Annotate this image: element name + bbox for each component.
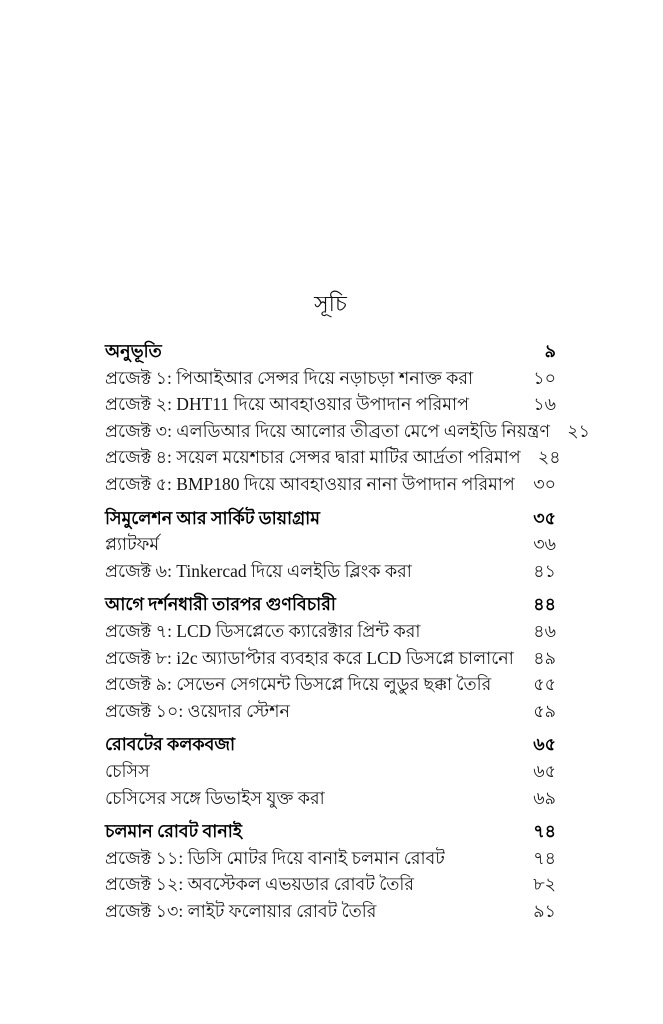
toc-entry-label: প্রজেক্ট ৪: সয়েল ময়েশচার সেন্সর দ্বারা মাটির আর্দ্রতা পরিমাপ: [105, 447, 521, 468]
toc-entry-page-number: ৬৫: [533, 760, 556, 781]
toc-entry-page-number: ৭৪: [533, 821, 556, 842]
toc-entry-label: সিমুলেশন আর সার্কিট ডায়াগ্রাম: [105, 507, 320, 528]
toc-entry-page-number: ৫৫: [533, 674, 556, 695]
toc-entry-page-number: ৩৫: [533, 507, 556, 528]
toc-entry-page-number: ৯: [544, 341, 556, 361]
toc-entry: [105, 845, 556, 872]
toc-entry-label: প্রজেক্ট ৮: i2c অ্যাডাপ্টার ব্যবহার করে LCD ডিসপ্লে চালানো: [105, 647, 514, 668]
toc-entry-label: প্রজেক্ট ১১: ডিসি মোটর দিয়ে বানাই চলমান রোবট: [105, 847, 445, 868]
toc-entry-page-number: ৪৯: [533, 647, 556, 668]
page-title: সূচি: [314, 291, 347, 316]
toc-entry-label: প্রজেক্ট ৬: Tinkercad দিয়ে এলইডি ব্লিংক করা: [105, 560, 412, 581]
toc-entry: [105, 558, 556, 585]
toc-entry-label: চলমান রোবট বানাই: [105, 821, 242, 842]
toc-entry: [105, 531, 556, 558]
toc-entry: [105, 391, 556, 418]
toc-entry-label: প্রজেক্ট ২: DHT11 দিয়ে আবহাওয়ার উপাদান পরিমাপ: [105, 394, 469, 415]
toc-entry: [105, 698, 556, 725]
toc-entry-label: অনুভূতি: [105, 341, 162, 361]
toc-entry-label: প্রজেক্ট ১০: ওয়েদার স্টেশন: [105, 700, 290, 721]
toc-entry-label: রোবটের কলকবজা: [105, 734, 236, 755]
toc-entry: [105, 785, 556, 812]
toc-entry-page-number: ৫৯: [533, 700, 556, 721]
toc-entry-label: চেসিসের সঙ্গে ডিভাইস যুক্ত করা: [105, 787, 325, 808]
toc-entry-page-number: ২৪: [537, 447, 561, 468]
toc-entry-label: চেসিস: [105, 760, 150, 781]
toc-entry-label: আগে দর্শনধারী তারপর গুণবিচারী: [105, 594, 336, 615]
toc-entry-page-number: ৪১: [533, 560, 556, 581]
toc-entry: [105, 671, 556, 698]
toc-entry-page-number: ৬৯: [533, 787, 556, 808]
toc-entry-page-number: ৮২: [533, 874, 556, 895]
toc-entry-label: প্রজেক্ট ১৩: লাইট ফলোয়ার রোবট তৈরি: [105, 900, 377, 921]
toc-entry-page-number: ২১: [567, 420, 590, 441]
toc-entry-page-number: ৩৬: [533, 534, 556, 555]
toc-entry-label: প্রজেক্ট ১: পিআইআর সেন্সর দিয়ে নড়াচড়া শনাক্ত করা: [105, 367, 474, 388]
toc-entry-label: প্রজেক্ট ৭: LCD ডিসপ্লেতে ক্যারেক্টার প্রিন্ট করা: [105, 620, 421, 641]
toc-content: [105, 0, 590, 924]
toc-entry: [105, 871, 556, 898]
toc-entry: [105, 365, 556, 392]
table-of-contents: [105, 338, 590, 924]
toc-entry-label: প্রজেক্ট ৫: BMP180 দিয়ে আবহাওয়ার নানা উপাদান পরিমাপ: [105, 473, 515, 494]
toc-entry-page-number: ৬৫: [533, 734, 556, 755]
toc-entry-label: প্রজেক্ট ৯: সেভেন সেগমেন্ট ডিসপ্লে দিয়ে লুডুর ছক্কা তৈরি: [105, 674, 492, 695]
toc-entry-page-number: ৪৪: [533, 594, 556, 615]
toc-entry-label: প্রজেক্ট ১২: অবস্টেকল এভয়ডার রোবট তৈরি: [105, 874, 415, 895]
toc-entry: [105, 418, 590, 445]
toc-entry-page-number: ১৬: [533, 394, 556, 415]
toc-section-heading: [105, 591, 556, 618]
toc-entry: [105, 645, 556, 672]
toc-entry-page-number: ৩০: [533, 473, 556, 494]
toc-entry-label: প্ল্যাটফর্ম: [105, 534, 160, 555]
toc-entry-page-number: ১০: [533, 367, 556, 388]
toc-section-heading: [105, 818, 556, 845]
toc-entry: [105, 471, 556, 498]
toc-section-heading: [105, 505, 556, 532]
toc-entry: [105, 758, 556, 785]
toc-entry: [105, 898, 556, 925]
toc-entry: [105, 618, 556, 645]
toc-entry-page-number: ৯১: [533, 900, 556, 921]
toc-entry-page-number: ৪৬: [533, 620, 556, 641]
toc-section-heading: [105, 731, 556, 758]
toc-entry-label: প্রজেক্ট ৩: এলডিআর দিয়ে আলোর তীব্রতা মেপে এলইডি নিয়ন্ত্রণ: [105, 420, 550, 441]
toc-entry-page-number: ৭৪: [533, 847, 556, 868]
toc-entry: [105, 444, 561, 471]
toc-section-heading: [105, 338, 556, 365]
